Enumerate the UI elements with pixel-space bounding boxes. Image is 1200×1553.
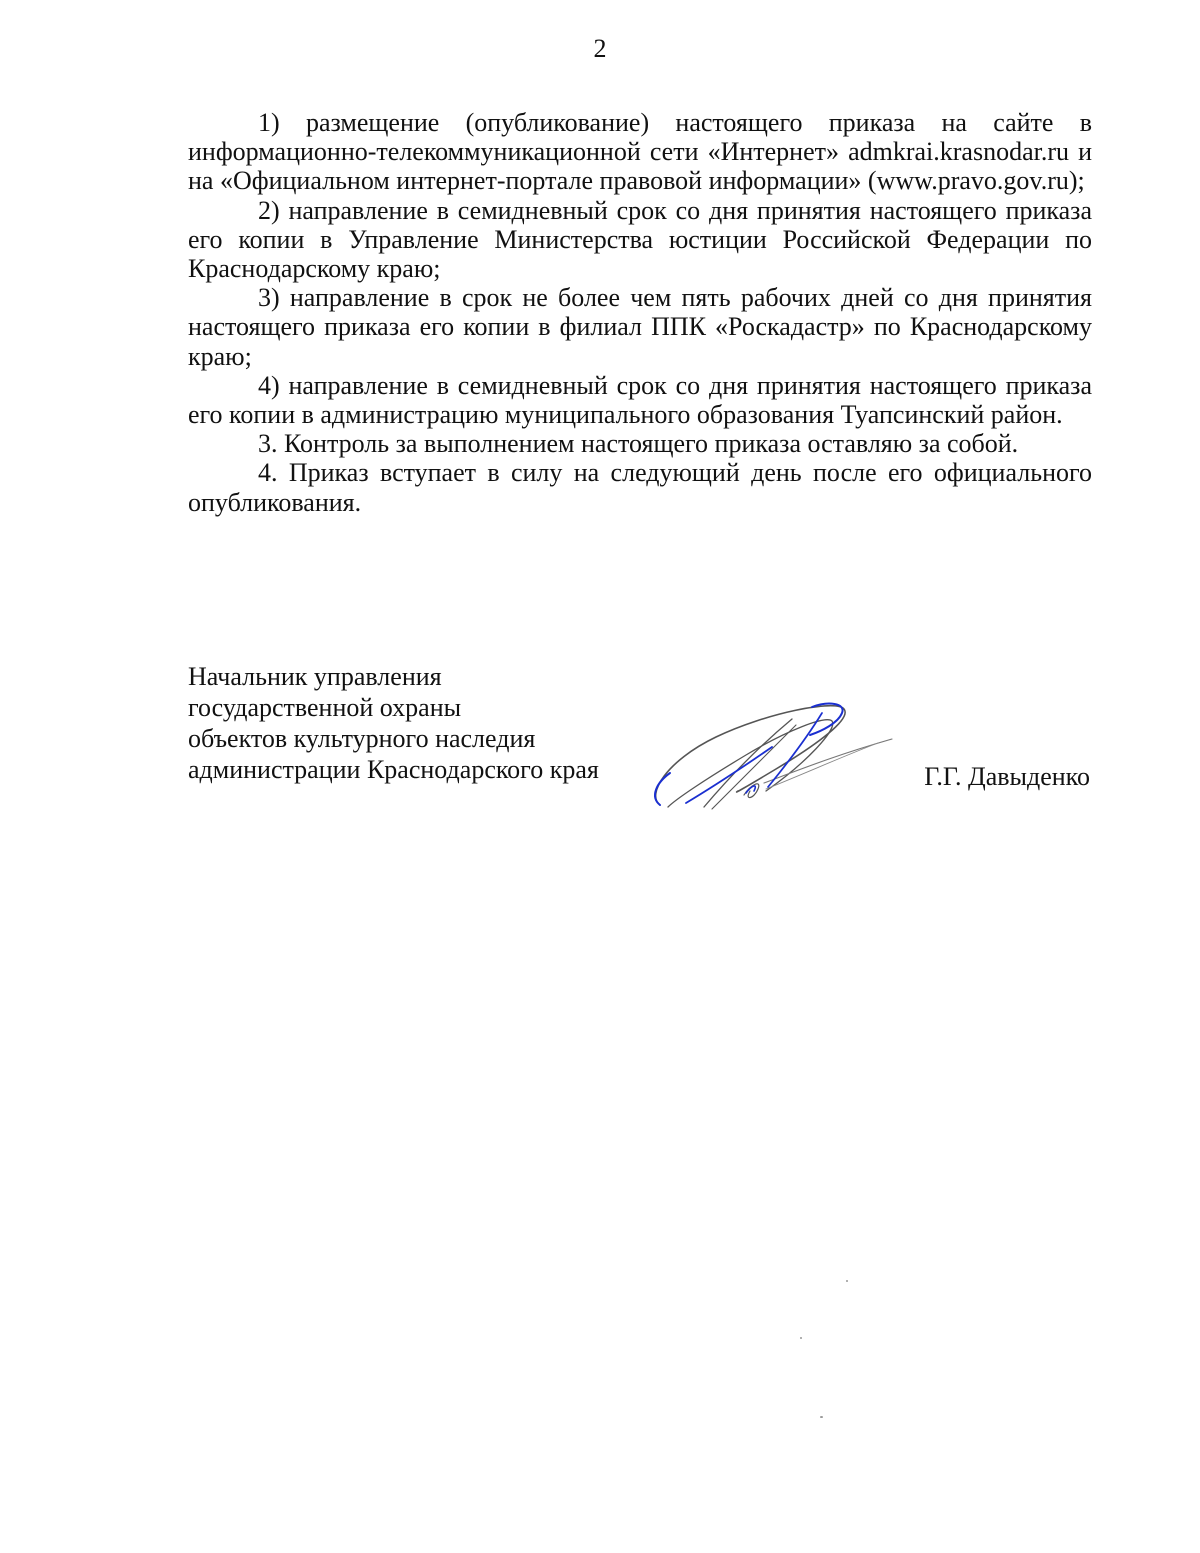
signer-position-line: государственной охраны xyxy=(188,693,462,722)
signer-position-line: администрации Краснодарского края xyxy=(188,755,599,784)
paragraph-control: 3. Контроль за выполнением настоящего приказа оставляю за собой. xyxy=(258,429,1019,459)
handwritten-signature xyxy=(646,699,896,814)
paragraph-roskadastr: 3) направление в срок не более чем пять рабочих дней со дня принятия настоящего приказа его копии в филиал ППК «Роскадастр» по Краснодарскому краю; xyxy=(188,283,1092,371)
paragraph-entry-into-force: 4. Приказ вступает в силу на следующий день после его официального опубликования. xyxy=(188,458,1092,517)
signer-position xyxy=(188,661,599,785)
document-body xyxy=(188,108,1092,517)
paragraph-publication: 1) размещение (опубликование) настоящего приказа на сайте в информационно-телекоммуникационной сети «Интернет» admkrai.krasnodar.ru и на «Официальном интернет-портале правовой информации» (www.pravo.gov.ru); xyxy=(188,108,1092,196)
scan-speck xyxy=(846,1280,848,1282)
scan-speck xyxy=(800,1337,802,1339)
scan-speck xyxy=(820,1416,823,1418)
signer-position-line: объектов культурного наследия xyxy=(188,724,536,753)
page-number: 2 xyxy=(593,34,607,63)
signature-block xyxy=(188,661,1092,831)
paragraph-municipal-administration: 4) направление в семидневный срок со дня принятия настоящего приказа его копии в администрацию муниципального образования Туапсинский район. xyxy=(188,370,1092,430)
signer-name: Г.Г. Давыденко xyxy=(924,762,1090,791)
paragraph-ministry-of-justice: 2) направление в семидневный срок со дня принятия настоящего приказа его копии в Управление Министерства юстиции Российской Федерации по Краснодарскому краю; xyxy=(188,195,1092,284)
signer-position-line: Начальник управления xyxy=(188,662,442,691)
